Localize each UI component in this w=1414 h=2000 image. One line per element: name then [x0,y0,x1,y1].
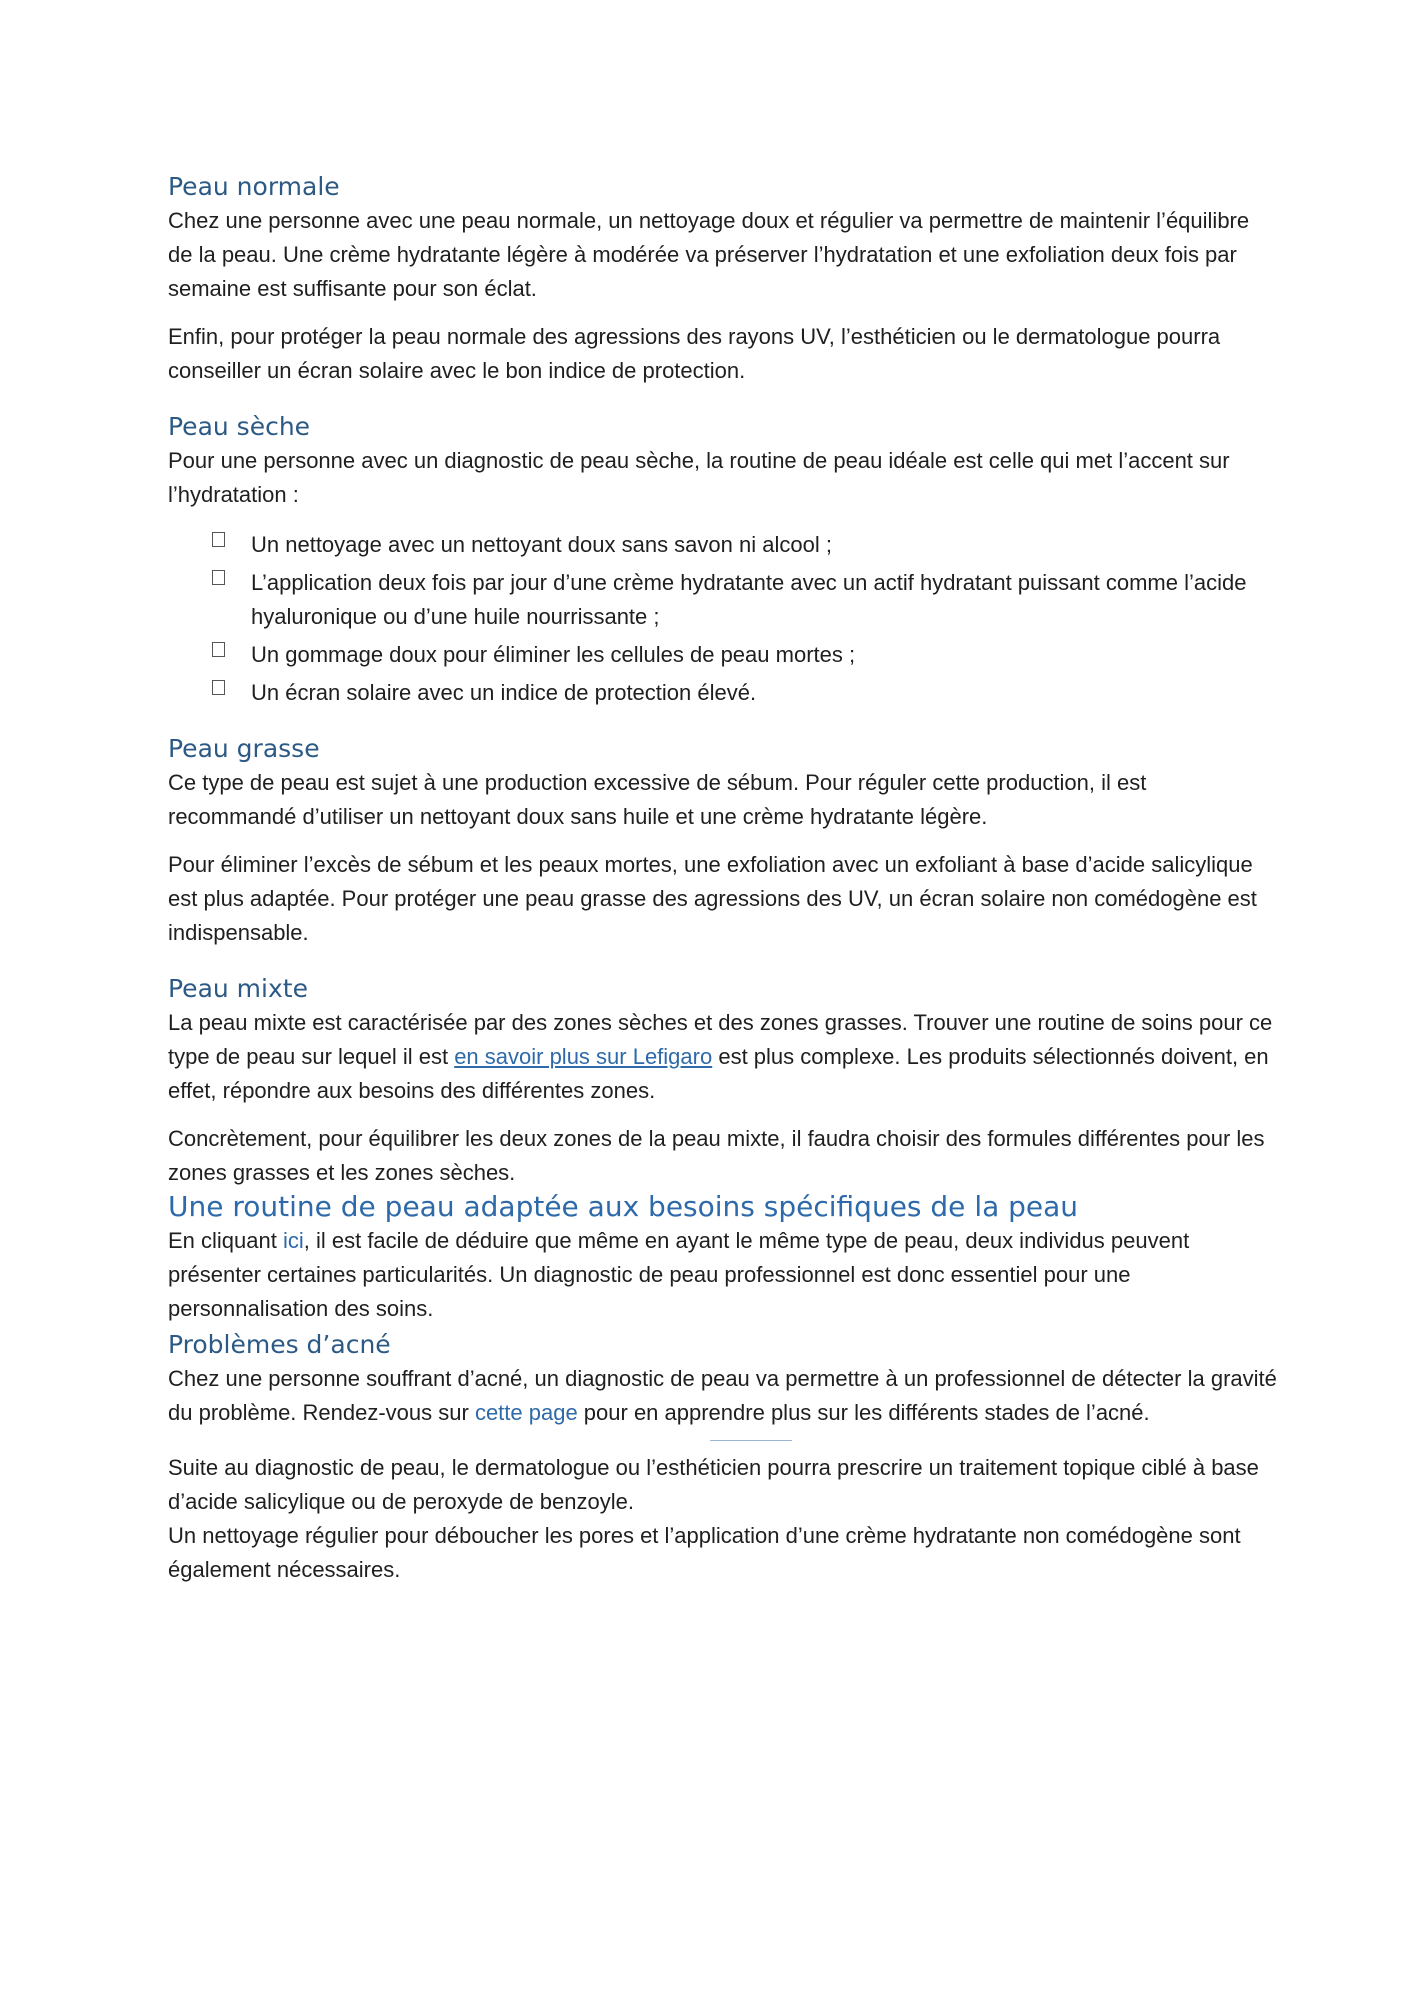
link-ici[interactable]: ici [282,1228,304,1253]
paragraph-grasse-1: Ce type de peau est sujet à une production excessive de sébum. Pour réguler cette production, il est recommandé d’utiliser un nettoyant doux sans huile et une crème hydratante légère. [168,770,1147,829]
paragraph-mixte-1: La peau mixte est caractérisée par des zones sèches et des zones grasses. Trouver une routine de soins pour ce type de peau sur lequel il est en savoir plus sur Lefigaro est plus complexe. Les produits sélectionnés doivent, en effet, répondre aux besoins des différentes zones. [168,1010,1273,1103]
checkbox-icon [212,570,225,585]
heading-peau-seche: Peau sèche [168,412,311,441]
paragraph-seche-intro: Pour une personne avec un diagnostic de peau sèche, la routine de peau idéale est celle qui met l’accent sur l’hydratation : [168,448,1230,507]
heading-peau-grasse: Peau grasse [168,734,320,763]
checkbox-icon [212,642,225,657]
heading-problemes-acne: Problèmes d’acné [168,1330,391,1359]
heading-routine-adaptee: Une routine de peau adaptée aux besoins spécifiques de la peau [168,1190,1079,1223]
divider [710,1440,792,1441]
paragraph-acne-1: Chez une personne souffrant d’acné, un diagnostic de peau va permettre à un professionnel de détecter la gravité du problème. Rendez-vous sur cette page pour en apprendre plus sur les différents stades de l’acné. [168,1366,1277,1425]
bullet-list-seche [168,528,1278,710]
paragraph-acne-2: Suite au diagnostic de peau, le dermatologue ou l’esthéticien pourra prescrire un traitement topique ciblé à base d’acide salicylique ou de peroxyde de benzoyle. [168,1455,1259,1514]
checkbox-icon [212,680,225,695]
list-item: Un écran solaire avec un indice de protection élevé. [212,676,1278,710]
paragraph-grasse-2: Pour éliminer l’excès de sébum et les peaux mortes, une exfoliation avec un exfoliant à base d’acide salicylique est plus adaptée. Pour protéger une peau grasse des agressions des UV, un écran solaire non comédogène est indispensable. [168,852,1257,945]
list-item: Un gommage doux pour éliminer les cellules de peau mortes ; [212,638,1278,672]
paragraph-normale-2: Enfin, pour protéger la peau normale des agressions des rayons UV, l’esthéticien ou le dermatologue pourra conseiller un écran solaire avec le bon indice de protection. [168,324,1221,383]
paragraph-normale-1: Chez une personne avec une peau normale, un nettoyage doux et régulier va permettre de maintenir l’équilibre de la peau. Une crème hydratante légère à modérée va préserver l’hydratation et une exfoliation deux fois par semaine est suffisante pour son éclat. [168,208,1250,301]
paragraph-acne-3: Un nettoyage régulier pour déboucher les pores et l’application d’une crème hydratante non comédogène sont également nécessaires. [168,1523,1241,1582]
checkbox-icon [212,532,225,547]
list-item: Un nettoyage avec un nettoyant doux sans savon ni alcool ; [212,528,1278,562]
link-cette-page[interactable]: cette page [474,1400,578,1425]
paragraph-mixte-2: Concrètement, pour équilibrer les deux zones de la peau mixte, il faudra choisir des formules différentes pour les zones grasses et les zones sèches. [168,1126,1265,1185]
heading-peau-normale: Peau normale [168,172,340,201]
list-item: L’application deux fois par jour d’une crème hydratante avec un actif hydratant puissant comme l’acide hyaluronique ou d’une huile nourrissante ; [212,566,1278,634]
document-content [168,170,1278,1587]
paragraph-routine-1: En cliquant ici, il est facile de déduire que même en ayant le même type de peau, deux individus peuvent présenter certaines particularités. Un diagnostic de peau professionnel est donc essentiel pour une personnalisation des soins. [168,1228,1190,1321]
heading-peau-mixte: Peau mixte [168,974,308,1003]
link-lefigaro[interactable]: en savoir plus sur Lefigaro [454,1044,713,1069]
